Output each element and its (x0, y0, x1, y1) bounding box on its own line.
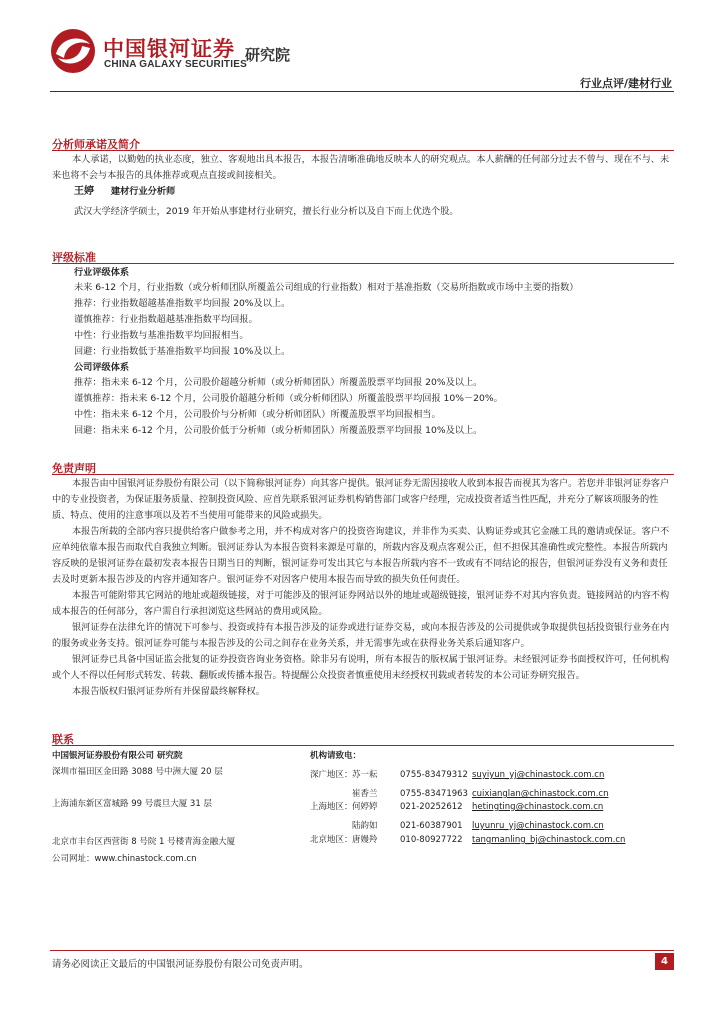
contact-email-link[interactable]: tangmanling_bj@chinastock.com.cn (472, 835, 626, 845)
contact-section-title: 联系 (52, 733, 74, 746)
disclaimer-paragraph: 本报告可能附带其它网站的地址或超级链接，对于可能涉及的银河证券网站以外的地址或超级链接，银河证券不对其内容负责。链接网站的内容不构成本报告的任何部分，客户需自行承担浏览这些网站的费用或风险。 (52, 590, 670, 617)
company-rating-item: 中性：指未来 6-12 个月，公司股价与分析师（或分析师团队）所覆盖股票平均回报相当。 (74, 409, 441, 420)
company-rating-title: 公司评级体系 (74, 362, 130, 373)
disclaimer-paragraph: 本报告版权归银河证券所有并保留最终解释权。 (72, 686, 265, 697)
contact-email-link[interactable]: cuixianglan@chinastock.com.cn (472, 789, 609, 799)
contact-company: 中国银河证券股份有限公司 研究院 (52, 751, 183, 761)
disclaimer-paragraph: 银河证券在法律允许的情况下可参与、投资或持有本报告涉及的证券或进行证券交易，或向本报告涉及的公司提供或争取提供包括投资银行业务在内的服务或业务支持。银河证券可能与本报告涉及的公司之间存在业务关系，并无需事先或在获得业务关系后通知客户。 (52, 622, 670, 649)
header-divider (50, 91, 674, 92)
report-type: 行业点评/建材行业 (579, 77, 672, 90)
company-rating-item: 回避：指未来 6-12 个月，公司股价低于分析师（或分析师团队）所覆盖股票平均回报 10%及以上。 (74, 425, 483, 436)
contact-address: 深圳市福田区金田路 3088 号中洲大厦 20 层 (52, 767, 223, 777)
brand-name-cn: 中国银河证券 (103, 37, 235, 61)
brand-name-en: CHINA GALAXY SECURITIES (104, 59, 247, 70)
disclaimer-section-rule (52, 474, 674, 475)
analyst-section-rule (52, 150, 674, 151)
contact-address: 北京市丰台区西营街 8 号院 1 号楼青海金融大厦 (52, 837, 236, 847)
industry-rating-title: 行业评级体系 (74, 267, 130, 278)
contact-row: 上海地区：何婷婷 021-20252612 hetingting@chinastock.com.cn (310, 802, 604, 812)
industry-rating-item: 推荐：行业指数超越基准指数平均回报 20%及以上。 (74, 298, 291, 309)
footer-divider (50, 950, 674, 951)
analyst-section-title: 分析师承诺及简介 (52, 138, 140, 151)
contact-email-link[interactable]: suyiyun_yj@chinastock.com.cn (472, 770, 605, 780)
ratings-section-title: 评级标准 (52, 251, 96, 264)
analyst-pledge: 本人承诺，以勤勉的执业态度，独立、客观地出具本报告，本报告清晰准确地反映本人的研究观点。本人薪酬的任何部分过去不曾与、现在不与、未来也将不会与本报告的具体推荐或观点直接或间接相关。 (52, 154, 670, 181)
institute-label: 研究院 (245, 46, 291, 64)
contact-row: 陆韵如 021-60387901 luyunru_yj@chinastock.com.cn (352, 821, 604, 831)
contact-row: 北京地区：唐嫚羚 010-80927722 tangmanling_bj@chinastock.com.cn (310, 835, 626, 845)
contact-row: 深广地区：苏一耘 0755-83479312 suyiyun_yj@chinastock.com.cn (310, 770, 605, 780)
contact-row: 崔香兰 0755-83471963 cuixianglan@chinastock.com.cn (352, 789, 609, 799)
analyst-name-line (74, 184, 175, 200)
contact-section-rule (52, 745, 674, 746)
galaxy-logo-icon (50, 28, 96, 74)
industry-rating-item: 回避：行业指数低于基准指数平均回报 10%及以上。 (74, 346, 291, 357)
disclaimer-paragraph: 银河证券已具备中国证监会批复的证券投资咨询业务资格。除非另有说明，所有本报告的版权属于银河证券。未经银河证券书面授权许可，任何机构或个人不得以任何形式转发、转载、翻版或传播本报告。特提醒公众投资者慎重使用未经授权刊载或者转发的本公司证券研究报告。 (52, 654, 670, 681)
company-rating-item: 谨慎推荐：指未来 6-12 个月，公司股价超越分析师（或分析师团队）所覆盖股票平均回报 10%－20%。 (74, 393, 503, 404)
industry-rating-intro: 未来 6-12 个月，行业指数（或分析师团队所覆盖公司组成的行业指数）相对于基准指数（交易所指数或市场中主要的指数） (74, 282, 579, 293)
disclaimer-paragraph: 本报告所载的全部内容只提供给客户做参考之用，并不构成对客户的投资咨询建议，并非作为买卖、认购证券或其它金融工具的邀请或保证。客户不应单纯依靠本报告而取代自我独立判断。银河证券认为本报告资料来源是可靠的，所载内容及观点客观公正，但不担保其准确性或完整性。本报告所载内容反映的是银河证券在最初发表本报告日期当日的判断，银河证券可发出其它与本报告所载内容不一致或有不同结论的报告，但银河证券没有义务和责任去及时更新本报告涉及的内容并通知客户。银河证券不对因客户使用本报告而导致的损失负任何责任。 (52, 526, 670, 585)
analyst-role: 建材行业分析师 (110, 186, 176, 197)
page-number: 4 (655, 953, 674, 970)
analyst-bio: 武汉大学经济学硕士，2019 年开始从事建材行业研究，擅长行业分析以及自下而上优选个股。 (74, 206, 459, 217)
contact-email-link[interactable]: luyunru_yj@chinastock.com.cn (472, 821, 604, 831)
company-rating-item: 推荐：指未来 6-12 个月，公司股价超越分析师（或分析师团队）所覆盖股票平均回报 20%及以上。 (74, 377, 483, 388)
disclaimer-paragraph: 本报告由中国银河证券股份有限公司（以下简称银河证券）向其客户提供。银河证券无需因接收人收到本报告而视其为客户。若您并非银河证券客户中的专业投资者，为保证服务质量、控制投资风险、应首先联系银河证券机构销售部门或客户经理，完成投资者适当性匹配，并充分了解该项服务的性质、特点、使用的注意事项以及若不当使用可能带来的风险或损失。 (52, 478, 670, 521)
industry-rating-item: 中性：行业指数与基准指数平均回报相当。 (74, 330, 249, 341)
ratings-section-rule (52, 263, 674, 264)
company-website: 公司网址：www.chinastock.com.cn (52, 854, 197, 864)
analyst-name: 王婷 (74, 186, 94, 197)
industry-rating-item: 谨慎推荐：行业指数超越基准指数平均回报。 (74, 314, 258, 325)
contact-email-link[interactable]: hetingting@chinastock.com.cn (472, 802, 604, 812)
disclaimer-body (52, 476, 674, 700)
disclaimer-section-title: 免责声明 (52, 462, 96, 475)
contact-address: 上海浦东新区富城路 99 号震旦大厦 31 层 (52, 799, 212, 809)
footer-note: 请务必阅读正文最后的中国银河证券股份有限公司免责声明。 (52, 959, 309, 970)
institution-contact-title: 机构请致电： (310, 751, 362, 761)
